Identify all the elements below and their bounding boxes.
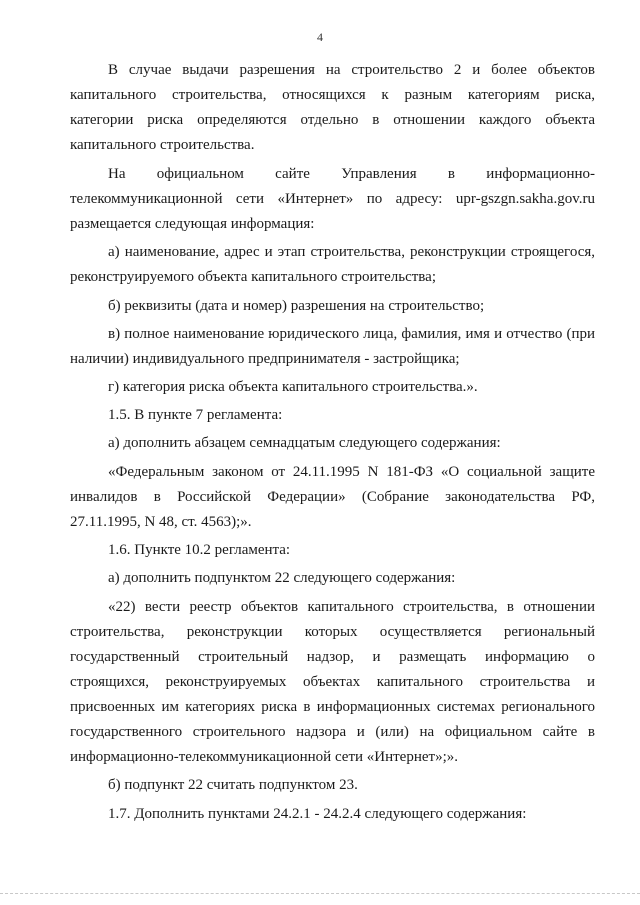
line: На официальном сайте Управления в информационно- bbox=[108, 166, 595, 182]
line: категории риска определяются отдельно в отношении каждого объекта bbox=[70, 112, 595, 128]
line: информационно-телекоммуникационной сети «Интернет»;». bbox=[70, 749, 459, 765]
section-1-6-a: а) дополнить подпунктом 22 следующего содержания: bbox=[108, 570, 456, 586]
line: «22) вести реестр объектов капитального строительства, в отношении bbox=[108, 599, 595, 615]
line: В случае выдачи разрешения на строительство 2 и более объектов bbox=[108, 62, 595, 78]
line: 27.11.1995, N 48, ст. 4563);». bbox=[70, 514, 252, 530]
line: государственный строительный надзор, и размещать информацию о bbox=[70, 649, 595, 665]
section-1-5: 1.5. В пункте 7 регламента: bbox=[108, 407, 283, 423]
line: телекоммуникационной сети «Интернет» по адресу: upr-gszgn.sakha.gov.ru bbox=[70, 191, 595, 207]
line: строительства, реконструкции которых осуществляется региональный bbox=[70, 624, 595, 640]
page-number: 4 bbox=[317, 30, 323, 44]
line: инвалидов в Российской Федерации» (Собрание законодательства РФ, bbox=[70, 489, 595, 505]
line: капитального строительства, относящихся к разным категориям риска, bbox=[70, 87, 595, 103]
line: наличии) индивидуального предпринимателя - застройщика; bbox=[70, 351, 460, 367]
line: государственного строительного надзора и (или) на официальном сайте в bbox=[70, 724, 595, 740]
list-item-g: г) категория риска объекта капитального строительства.». bbox=[108, 379, 478, 395]
line: а) наименование, адрес и этап строительства, реконструкции строящегося, bbox=[108, 244, 595, 260]
line: присвоенных им категориях риска в информационных системах регионального bbox=[70, 699, 595, 715]
line: капитального строительства. bbox=[70, 137, 255, 153]
line: «Федеральным законом от 24.11.1995 N 181-ФЗ «О социальной защите bbox=[108, 464, 595, 480]
section-1-6: 1.6. Пункте 10.2 регламента: bbox=[108, 542, 291, 558]
section-1-6-b: б) подпункт 22 считать подпунктом 23. bbox=[108, 777, 358, 793]
line: размещается следующая информация: bbox=[70, 216, 315, 232]
list-item-b: б) реквизиты (дата и номер) разрешения на строительство; bbox=[108, 298, 485, 314]
section-1-7: 1.7. Дополнить пунктами 24.2.1 - 24.2.4 следующего содержания: bbox=[108, 806, 527, 822]
line: в) полное наименование юридического лица, фамилия, имя и отчество (при bbox=[108, 326, 595, 342]
section-1-5-a: а) дополнить абзацем семнадцатым следующего содержания: bbox=[108, 435, 501, 451]
line: реконструируемого объекта капитального строительства; bbox=[70, 269, 436, 285]
page-bottom-edge bbox=[0, 893, 640, 894]
line: строящихся, реконструируемых объектах капитального строительства и bbox=[70, 674, 595, 690]
